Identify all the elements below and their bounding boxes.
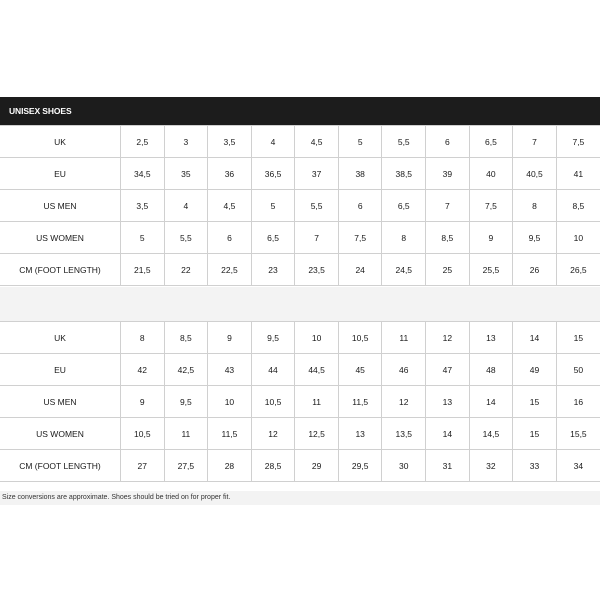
size-cell: 34,5 (121, 158, 165, 190)
size-cell: 5,5 (164, 222, 208, 254)
size-cell: 9 (208, 322, 252, 354)
size-cell: 38,5 (382, 158, 426, 190)
size-cell: 31 (426, 450, 470, 482)
size-cell: 7,5 (556, 126, 600, 158)
size-cell: 7,5 (338, 222, 382, 254)
size-cell: 44,5 (295, 354, 339, 386)
size-cell: 6,5 (251, 222, 295, 254)
size-cell: 4,5 (208, 190, 252, 222)
size-table-large (0, 321, 600, 482)
size-cell: 15 (513, 418, 557, 450)
size-cell: 10,5 (251, 386, 295, 418)
size-cell: 10 (556, 222, 600, 254)
size-cell: 49 (513, 354, 557, 386)
size-cell: 13 (338, 418, 382, 450)
size-cell: 14,5 (469, 418, 513, 450)
size-cell: 7 (513, 126, 557, 158)
size-cell: 5 (121, 222, 165, 254)
size-cell: 10 (208, 386, 252, 418)
row-label: EU (0, 158, 121, 190)
size-cell: 28,5 (251, 450, 295, 482)
table-title: UNISEX SHOES (9, 106, 72, 116)
size-table-small (0, 125, 600, 286)
size-cell: 33 (513, 450, 557, 482)
row-label: EU (0, 354, 121, 386)
size-cell: 22,5 (208, 254, 252, 286)
size-cell: 5 (338, 126, 382, 158)
size-cell: 3,5 (121, 190, 165, 222)
table-row (0, 158, 600, 190)
size-cell: 47 (426, 354, 470, 386)
size-cell: 26,5 (556, 254, 600, 286)
size-cell: 26 (513, 254, 557, 286)
size-cell: 12 (251, 418, 295, 450)
size-cell: 36,5 (251, 158, 295, 190)
size-cell: 42,5 (164, 354, 208, 386)
size-cell: 3 (164, 126, 208, 158)
size-cell: 40 (469, 158, 513, 190)
size-cell: 9,5 (164, 386, 208, 418)
row-label: CM (FOOT LENGTH) (0, 450, 121, 482)
size-cell: 48 (469, 354, 513, 386)
size-cell: 7 (426, 190, 470, 222)
size-cell: 25 (426, 254, 470, 286)
size-cell: 43 (208, 354, 252, 386)
size-cell: 14 (469, 386, 513, 418)
size-cell: 8 (382, 222, 426, 254)
size-cell: 11,5 (208, 418, 252, 450)
size-cell: 34 (556, 450, 600, 482)
size-cell: 22 (164, 254, 208, 286)
size-cell: 14 (513, 322, 557, 354)
size-cell: 6,5 (469, 126, 513, 158)
header-bar (0, 97, 600, 125)
size-cell: 13,5 (382, 418, 426, 450)
size-cell: 4 (251, 126, 295, 158)
size-cell: 8,5 (556, 190, 600, 222)
size-cell: 11 (295, 386, 339, 418)
row-label: UK (0, 126, 121, 158)
size-cell: 2,5 (121, 126, 165, 158)
size-cell: 16 (556, 386, 600, 418)
size-cell: 23 (251, 254, 295, 286)
table-row (0, 190, 600, 222)
size-cell: 6 (338, 190, 382, 222)
table-row (0, 450, 600, 482)
size-cell: 45 (338, 354, 382, 386)
size-cell: 35 (164, 158, 208, 190)
table-row (0, 222, 600, 254)
size-cell: 9 (469, 222, 513, 254)
table-row (0, 126, 600, 158)
size-cell: 30 (382, 450, 426, 482)
size-cell: 4,5 (295, 126, 339, 158)
size-cell: 5,5 (295, 190, 339, 222)
table-row (0, 354, 600, 386)
size-cell: 8,5 (164, 322, 208, 354)
size-cell: 9,5 (513, 222, 557, 254)
size-cell: 46 (382, 354, 426, 386)
size-cell: 9,5 (251, 322, 295, 354)
size-cell: 29,5 (338, 450, 382, 482)
size-cell: 13 (426, 386, 470, 418)
size-cell: 15 (513, 386, 557, 418)
size-cell: 8 (121, 322, 165, 354)
size-cell: 6,5 (382, 190, 426, 222)
size-cell: 50 (556, 354, 600, 386)
size-cell: 11,5 (338, 386, 382, 418)
size-cell: 37 (295, 158, 339, 190)
size-cell: 25,5 (469, 254, 513, 286)
table-row (0, 418, 600, 450)
size-cell: 10,5 (121, 418, 165, 450)
size-cell: 6 (208, 222, 252, 254)
table-row (0, 386, 600, 418)
size-cell: 14 (426, 418, 470, 450)
row-label: US MEN (0, 190, 121, 222)
size-cell: 38 (338, 158, 382, 190)
size-cell: 15 (556, 322, 600, 354)
size-cell: 12 (382, 386, 426, 418)
size-cell: 9 (121, 386, 165, 418)
size-cell: 40,5 (513, 158, 557, 190)
size-cell: 12,5 (295, 418, 339, 450)
row-label: CM (FOOT LENGTH) (0, 254, 121, 286)
size-cell: 5 (251, 190, 295, 222)
footnote: Size conversions are approximate. Shoes should be tried on for proper fit. (0, 491, 600, 505)
table-row (0, 254, 600, 286)
size-cell: 28 (208, 450, 252, 482)
row-label: US MEN (0, 386, 121, 418)
size-cell: 36 (208, 158, 252, 190)
size-cell: 13 (469, 322, 513, 354)
size-cell: 15,5 (556, 418, 600, 450)
row-label: US WOMEN (0, 222, 121, 254)
size-cell: 42 (121, 354, 165, 386)
size-cell: 44 (251, 354, 295, 386)
size-cell: 24 (338, 254, 382, 286)
size-cell: 27,5 (164, 450, 208, 482)
size-cell: 8,5 (426, 222, 470, 254)
size-cell: 39 (426, 158, 470, 190)
size-cell: 12 (426, 322, 470, 354)
size-cell: 24,5 (382, 254, 426, 286)
size-cell: 29 (295, 450, 339, 482)
size-cell: 6 (426, 126, 470, 158)
size-cell: 10,5 (338, 322, 382, 354)
table-row (0, 322, 600, 354)
size-cell: 23,5 (295, 254, 339, 286)
size-cell: 3,5 (208, 126, 252, 158)
size-cell: 27 (121, 450, 165, 482)
size-cell: 8 (513, 190, 557, 222)
size-cell: 7,5 (469, 190, 513, 222)
row-label: UK (0, 322, 121, 354)
row-label: US WOMEN (0, 418, 121, 450)
size-cell: 41 (556, 158, 600, 190)
size-cell: 21,5 (121, 254, 165, 286)
size-cell: 11 (164, 418, 208, 450)
size-cell: 5,5 (382, 126, 426, 158)
table-separator (0, 287, 600, 321)
size-cell: 7 (295, 222, 339, 254)
size-cell: 32 (469, 450, 513, 482)
size-cell: 4 (164, 190, 208, 222)
size-cell: 11 (382, 322, 426, 354)
size-cell: 10 (295, 322, 339, 354)
